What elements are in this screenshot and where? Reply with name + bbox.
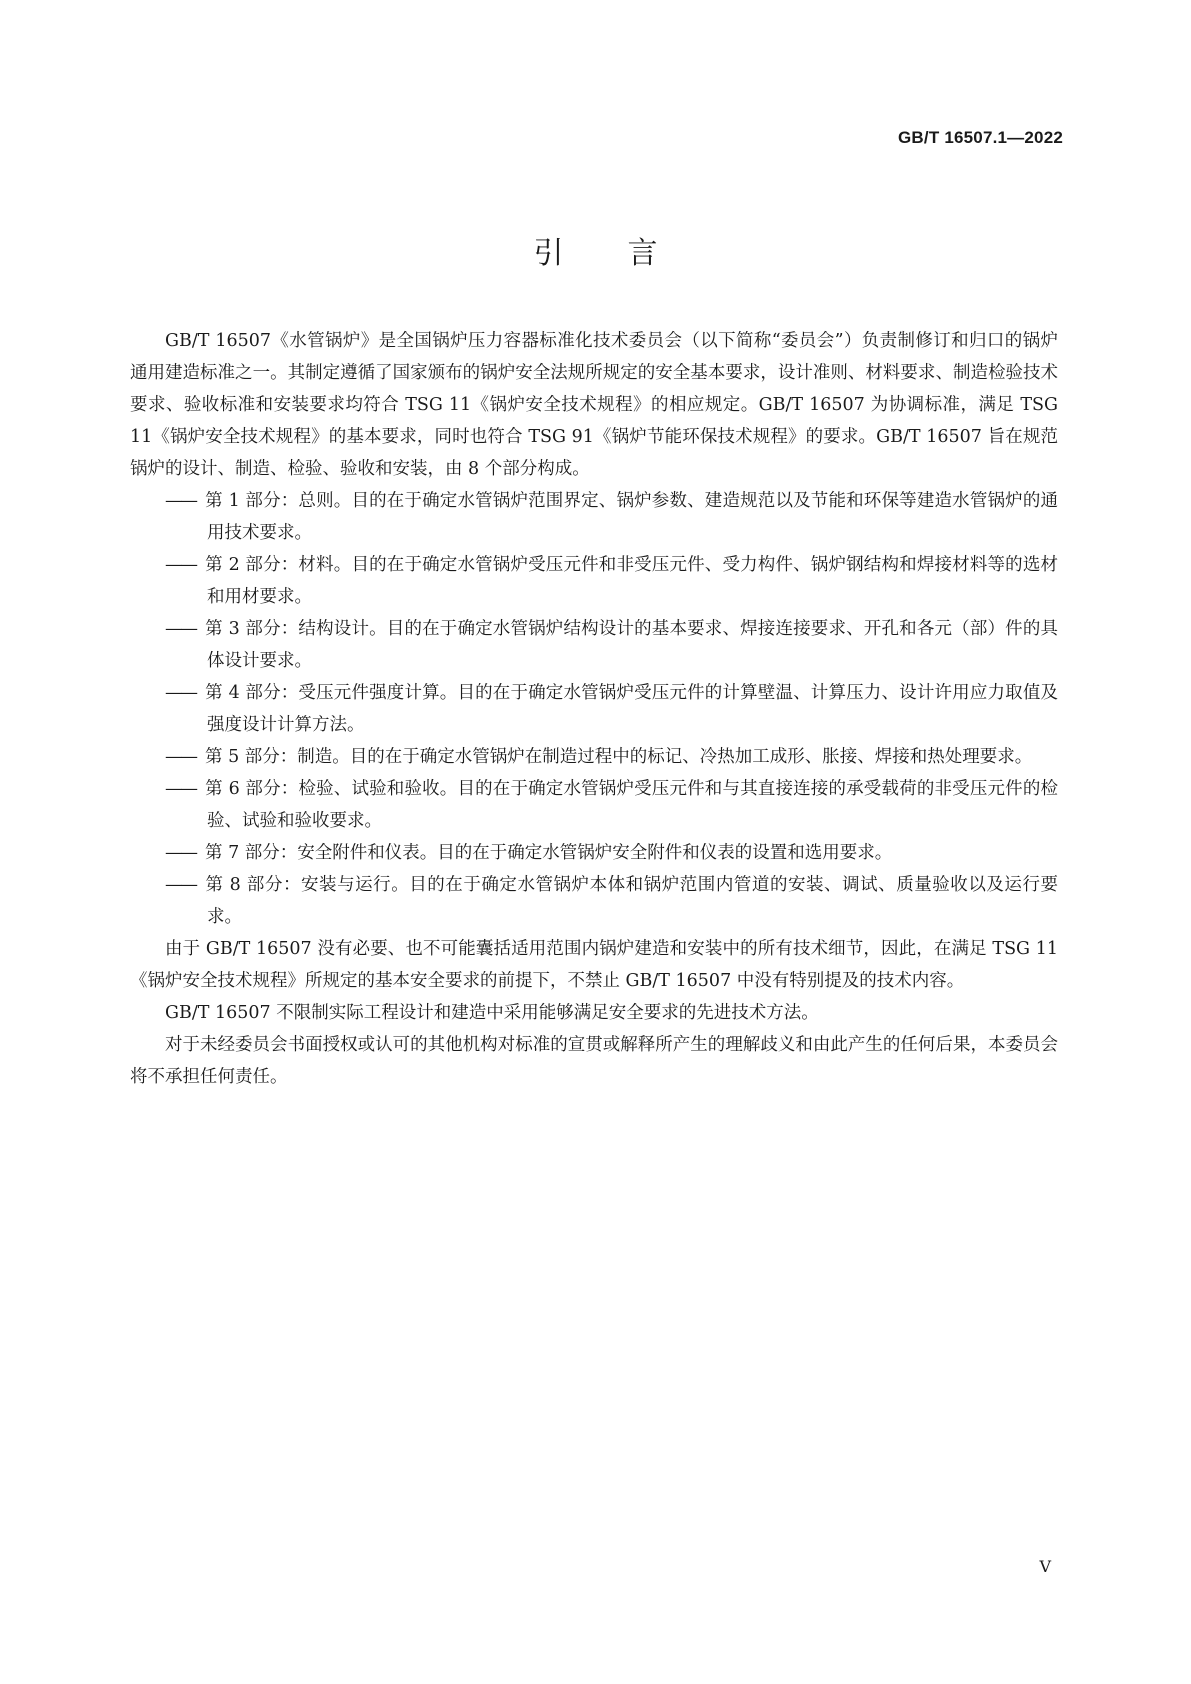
dash-marker: —— <box>165 491 196 511</box>
dash-marker: —— <box>165 619 196 639</box>
part-text: 第 1 部分：总则。目的在于确定水管锅炉范围界定、锅炉参数、建造规范以及节能和环保等建造水管锅炉的通用技术要求。 <box>205 491 1058 543</box>
list-item <box>130 773 1058 837</box>
dash-marker: —— <box>165 747 196 767</box>
standard-number: GB/T 16507.1—2022 <box>898 128 1063 147</box>
list-item <box>130 677 1058 741</box>
list-item <box>130 837 1058 869</box>
dash-marker: —— <box>165 875 196 895</box>
part-text: 第 4 部分：受压元件强度计算。目的在于确定水管锅炉受压元件的计算壁温、计算压力、设计许用应力取值及强度设计计算方法。 <box>205 683 1058 735</box>
page-title: 引言 <box>533 236 722 271</box>
parts-list <box>130 485 1058 933</box>
page-number: V <box>1039 1557 1051 1576</box>
closing-paragraph: 对于未经委员会书面授权或认可的其他机构对标准的宣贯或解释所产生的理解歧义和由此产生的任何后果，本委员会将不承担任何责任。 <box>130 1035 1058 1087</box>
part-text: 第 7 部分：安全附件和仪表。目的在于确定水管锅炉安全附件和仪表的设置和选用要求。 <box>205 843 893 863</box>
intro-paragraph: GB/T 16507《水管锅炉》是全国锅炉压力容器标准化技术委员会（以下简称“委员会”）负责制修订和归口的锅炉通用建造标准之一。其制定遵循了国家颁布的锅炉安全法规所规定的安全基本要求，设计准则、材料要求、制造检验技术要求、验收标准和安装要求均符合 TSG 11《锅炉安全技术规程》的相应规定。GB/T 16507 为协调标准，满足 TSG 11《锅炉安全技术规程》的基本要求，同时也符合 TSG 91《锅炉节能环保技术规程》的要求。GB/T 16507 旨在规范锅炉的设计、制造、检验、验收和安装，由 8 个部分构成。 <box>130 331 1058 479</box>
list-item <box>130 869 1058 933</box>
dash-marker: —— <box>165 555 196 575</box>
list-item <box>130 485 1058 549</box>
list-item <box>130 613 1058 677</box>
closing-paragraph: GB/T 16507 不限制实际工程设计和建造中采用能够满足安全要求的先进技术方法。 <box>165 1003 819 1023</box>
closing-paragraph: 由于 GB/T 16507 没有必要、也不可能囊括适用范围内锅炉建造和安装中的所有技术细节，因此，在满足 TSG 11《锅炉安全技术规程》所规定的基本安全要求的前提下，不禁止 GB/T 16507 中没有特别提及的技术内容。 <box>130 939 1058 991</box>
dash-marker: —— <box>165 683 196 703</box>
dash-marker: —— <box>165 843 196 863</box>
list-item <box>130 549 1058 613</box>
part-text: 第 6 部分：检验、试验和验收。目的在于确定水管锅炉受压元件和与其直接连接的承受载荷的非受压元件的检验、试验和验收要求。 <box>205 779 1058 831</box>
part-text: 第 3 部分：结构设计。目的在于确定水管锅炉结构设计的基本要求、焊接连接要求、开孔和各元（部）件的具体设计要求。 <box>205 619 1058 671</box>
part-text: 第 8 部分：安装与运行。目的在于确定水管锅炉本体和锅炉范围内管道的安装、调试、质量验收以及运行要求。 <box>205 875 1058 927</box>
document-body <box>130 325 1058 1093</box>
part-text: 第 2 部分：材料。目的在于确定水管锅炉受压元件和非受压元件、受力构件、锅炉钢结构和焊接材料等的选材和用材要求。 <box>205 555 1058 607</box>
part-text: 第 5 部分：制造。目的在于确定水管锅炉在制造过程中的标记、冷热加工成形、胀接、焊接和热处理要求。 <box>205 747 1033 767</box>
dash-marker: —— <box>165 779 196 799</box>
list-item <box>130 741 1058 773</box>
